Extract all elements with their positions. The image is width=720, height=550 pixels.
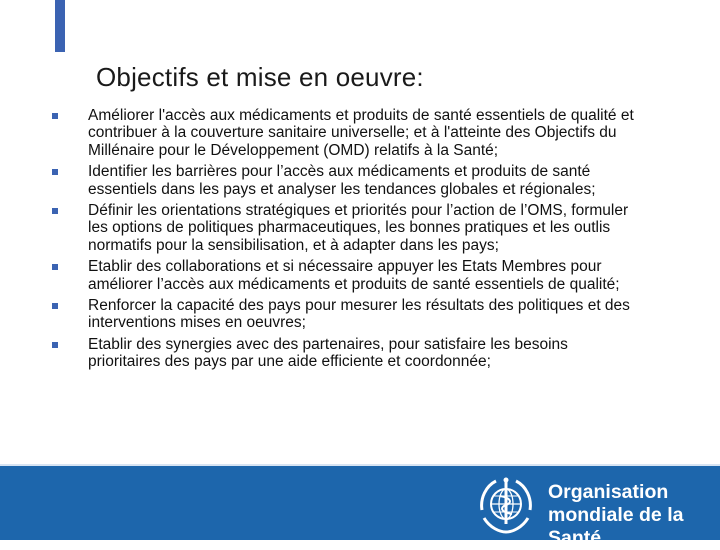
organization-name-line1: Organisation [548,481,669,503]
list-item [52,163,642,198]
list-item-text: Etablir des synergies avec des partenaires, pour satisfaire les besoins prioritaires des pays par une aide efficiente et coordonnée; [88,335,568,371]
list-item [52,297,642,332]
list-item-text: Améliorer l'accès aux médicaments et produits de santé essentiels de qualité et contribuer à la couverture sanitaire universelle; et à l'atteinte des Objectifs du Millénaire pour le Développement (OMD) relatifs à la Santé; [88,107,634,159]
organization-name-line2: mondiale de la Santé [548,504,684,549]
list-item [52,202,642,254]
accent-bar [55,0,65,50]
square-bullet-icon [52,169,58,175]
square-bullet-icon [52,208,58,214]
slide-title: Objectifs et mise en oeuvre: [96,62,424,92]
list-item-text: Renforcer la capacité des pays pour mesurer les résultats des politiques et des interventions mises en oeuvres; [88,297,630,332]
accent-line [55,50,65,52]
objectives-list [52,107,642,375]
list-item [52,336,642,371]
square-bullet-icon [52,342,58,348]
list-item-text: Définir les orientations stratégiques et priorités pour l’action de l’OMS, formuler les options de politiques pharmaceutiques, les bonnes pratiques et les outlis normatifs pour la sensibilisation, et à adapter dans les pays; [88,202,629,254]
list-item-text: Etablir des collaborations et si nécessaire appuyer les Etats Membres pour améliorer l’accès aux médicaments et produits de santé essentiels de qualité; [88,258,620,293]
list-item-text: Identifier les barrières pour l’accès aux médicaments et produits de santé essentiels dans les pays et analyser les tendances globales et régionales; [88,163,596,198]
square-bullet-icon [52,113,58,119]
square-bullet-icon [52,303,58,309]
square-bullet-icon [52,264,58,270]
list-item [52,107,642,159]
list-item [52,258,642,293]
who-emblem-icon [474,472,538,536]
